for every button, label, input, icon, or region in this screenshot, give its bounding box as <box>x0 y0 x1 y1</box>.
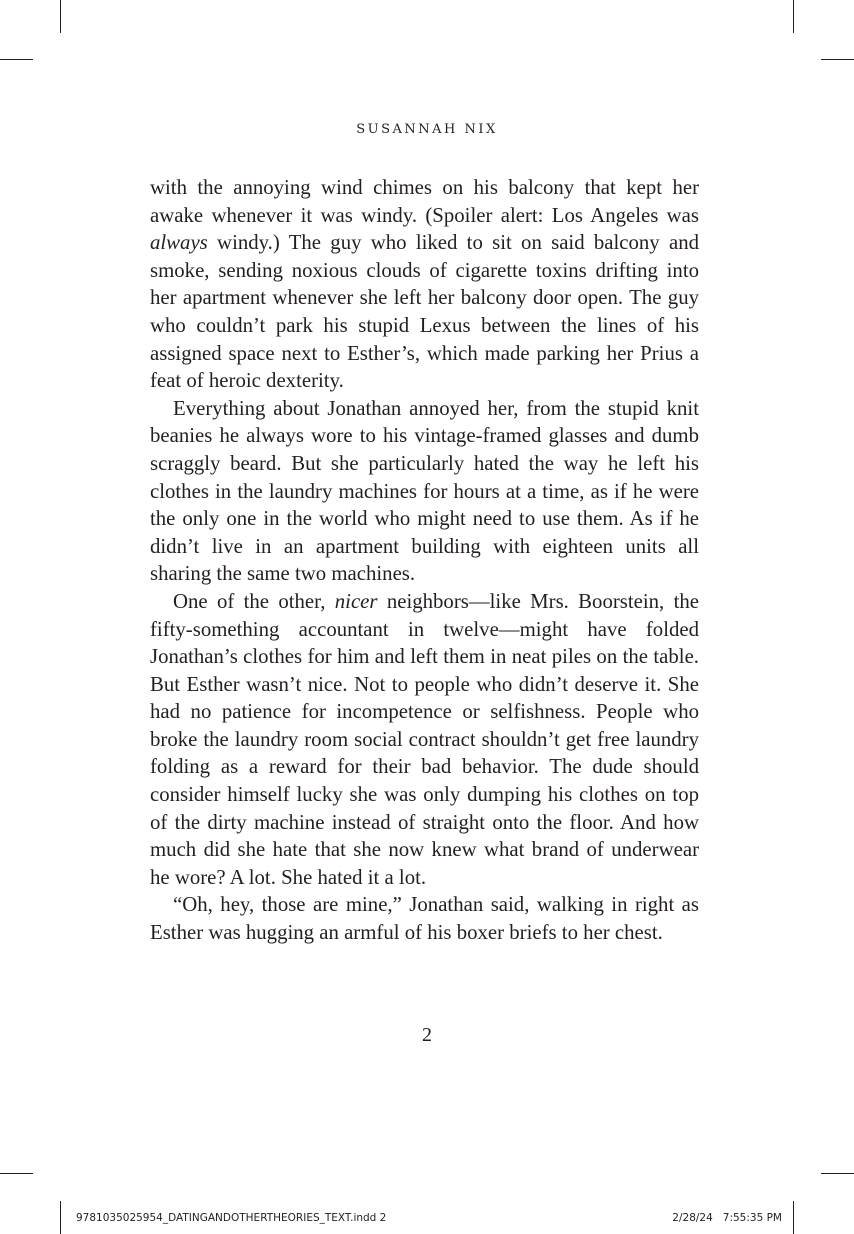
crop-mark-bottom-right-horizontal <box>821 1173 854 1174</box>
paragraph-3-emphasis: nicer <box>334 589 378 613</box>
paragraph-1-segment-3: windy.) The guy who liked to sit on said balcony and smoke, sending noxious clouds of cigarette toxins drifting into her apartment whenever she left her balcony door open. The guy who couldn’t park his stupid Lexus between the lines of his assigned space next to Esther’s, which made parking her Prius a feat of heroic dexterity. <box>150 231 699 393</box>
page-number: 2 <box>422 1024 432 1046</box>
crop-mark-bottom-left-horizontal <box>0 1173 33 1174</box>
crop-mark-bottom-left-vertical <box>60 1201 61 1234</box>
crop-mark-top-left-vertical <box>60 0 61 33</box>
paragraph-1-segment-1: with the annoying wind chimes on his balcony that kept her awake whenever it was windy. (Spoiler alert: Los Angeles was <box>150 176 699 227</box>
paragraph-1 <box>150 174 699 395</box>
paragraph-3-segment-1: One of the other, <box>173 589 335 613</box>
crop-mark-top-right-vertical <box>793 0 794 33</box>
paragraph-1-emphasis: always <box>150 231 208 255</box>
paragraph-2-segment-1: Everything about Jonathan annoyed her, from the stupid knit beanies he always wore to his vintage-framed glasses and dumb scraggly beard. But she particularly hated the way he left his clothes in the laundry machines for hours at a time, as if he were the only one in the world who might need to use them. As if he didn’t live in an apartment building with eighteen units all sharing the same two machines. <box>150 396 699 586</box>
paragraph-3 <box>150 588 699 892</box>
crop-mark-bottom-right-vertical <box>793 1201 794 1234</box>
paragraph-3-segment-3: neighbors—like Mrs. Boorstein, the fifty-something accountant in twelve—might have folded Jonathan’s clothes for him and left them in neat piles on the table. But Esther wasn’t nice. Not to people who didn’t deserve it. She had no patience for incompetence or selfishness. People who broke the laundry room social contract shouldn’t get free laundry folding as a reward for their bad behavior. The dude should consider himself lucky she was only dumping his clothes on top of the dirty machine instead of straight onto the floor. And how much did she hate that she now knew what brand of underwear he wore? A lot. She hated it a lot. <box>150 589 699 889</box>
paragraph-2 <box>150 395 699 588</box>
paragraph-4 <box>150 891 699 946</box>
crop-mark-top-right-horizontal <box>821 59 854 60</box>
paragraph-4-segment-1: “Oh, hey, those are mine,” Jonathan said, walking in right as Esther was hugging an armful of his boxer briefs to her chest. <box>150 893 699 945</box>
slug-file-name: 9781035025954_DATINGANDOTHERTHEORIES_TEXT.indd 2 <box>76 1212 387 1224</box>
crop-mark-top-left-horizontal <box>0 59 33 60</box>
body-text <box>150 174 699 947</box>
slug-timestamp: 2/28/24 7:55:35 PM <box>672 1212 782 1224</box>
running-head: SUSANNAH NIX <box>356 122 498 137</box>
